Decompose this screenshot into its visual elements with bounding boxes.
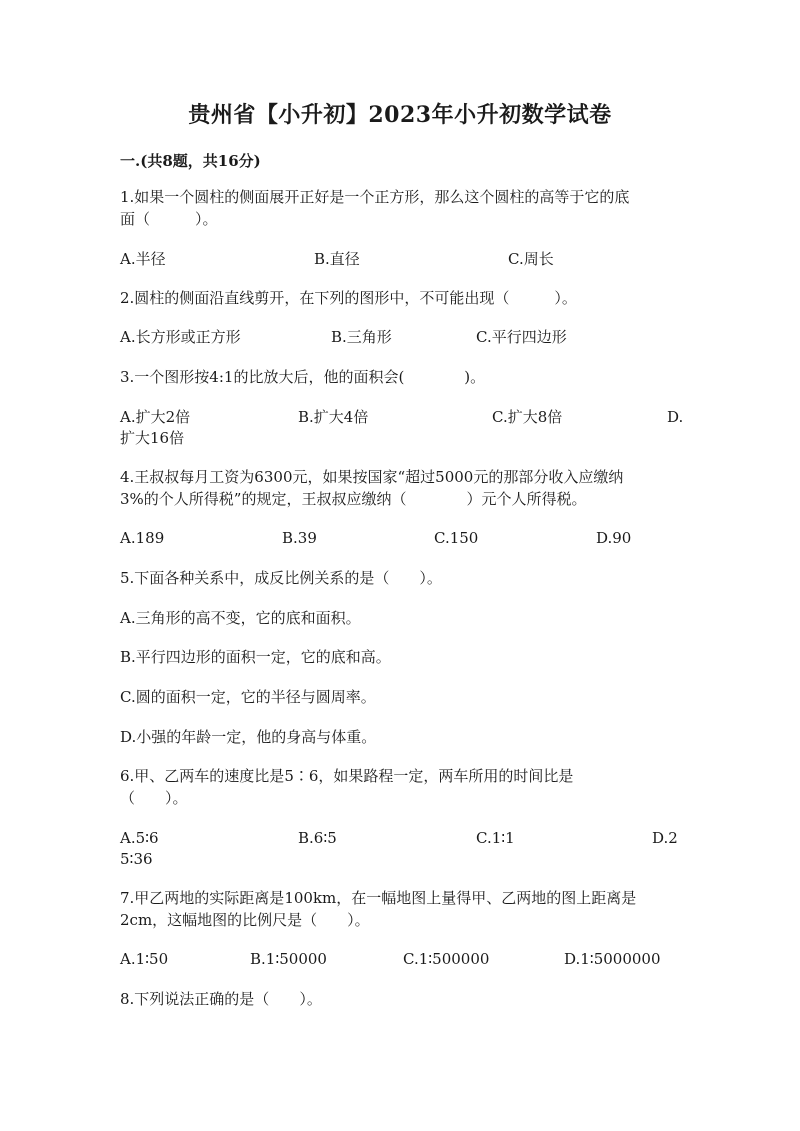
question-3-text: 3.一个图形按4:1的比放大后，他的面积会( )。 <box>120 368 486 386</box>
question-1-option-a: A.半径 <box>120 250 166 268</box>
question-2-option-a: A.长方形或正方形 <box>120 328 241 346</box>
question-6-option-d-cont: 5∶36 <box>120 850 153 868</box>
question-6-option-a: A.5∶6 <box>120 829 159 847</box>
question-4-option-d: D.90 <box>596 529 632 547</box>
section-heading: 一.(共8题，共16分) <box>120 152 261 170</box>
question-4-text: 4.王叔叔每月工资为6300元，如果按国家“超过5000元的那部分收入应缴纳 <box>120 468 624 486</box>
question-4-text-cont: 3%的个人所得税”的规定，王叔叔应缴纳（ ）元个人所得税。 <box>120 490 587 508</box>
question-4-option-c: C.150 <box>434 529 479 547</box>
exam-title: 贵州省【小升初】2023年小升初数学试卷 <box>188 102 612 128</box>
question-6-option-d: D.2 <box>652 829 678 847</box>
question-7-option-d: D.1∶5000000 <box>564 950 661 968</box>
question-1-option-b: B.直径 <box>314 250 360 268</box>
question-3-option-d: D. <box>667 408 684 426</box>
question-8-text: 8.下列说法正确的是（ ）。 <box>120 990 322 1008</box>
question-5-option-b: B.平行四边形的面积一定，它的底和高。 <box>120 648 391 666</box>
question-6-option-c: C.1∶1 <box>476 829 515 847</box>
question-7-text: 7.甲乙两地的实际距离是100km，在一幅地图上量得甲、乙两地的图上距离是 <box>120 889 637 907</box>
question-1-text-cont: 面（ ）。 <box>120 210 218 228</box>
question-7-option-a: A.1∶50 <box>120 950 169 968</box>
question-1-option-c: C.周长 <box>508 250 554 268</box>
question-2-text: 2.圆柱的侧面沿直线剪开，在下列的图形中，不可能出现（ ）。 <box>120 289 577 307</box>
question-3-option-c: C.扩大8倍 <box>492 408 563 426</box>
question-1-text: 1.如果一个圆柱的侧面展开正好是一个正方形，那么这个圆柱的高等于它的底 <box>120 188 630 206</box>
question-7-option-b: B.1∶50000 <box>250 950 327 968</box>
question-3-option-b: B.扩大4倍 <box>298 408 369 426</box>
question-6-option-b: B.6∶5 <box>298 829 337 847</box>
question-4-option-b: B.39 <box>282 529 317 547</box>
question-4-option-a: A.189 <box>120 529 165 547</box>
question-5-option-c: C.圆的面积一定，它的半径与圆周率。 <box>120 688 376 706</box>
question-3-option-a: A.扩大2倍 <box>120 408 191 426</box>
question-7-option-c: C.1∶500000 <box>403 950 490 968</box>
question-2-option-c: C.平行四边形 <box>476 328 567 346</box>
question-5-text: 5.下面各种关系中，成反比例关系的是（ ）。 <box>120 569 442 587</box>
question-6-text: 6.甲、乙两车的速度比是5∶6，如果路程一定，两车所用的时间比是 <box>120 767 574 785</box>
question-3-option-d-cont: 扩大16倍 <box>120 429 185 447</box>
question-5-option-a: A.三角形的高不变，它的底和面积。 <box>120 609 361 627</box>
question-6-text-cont: （ ）。 <box>120 789 188 807</box>
question-7-text-cont: 2cm，这幅地图的比例尺是（ ）。 <box>120 911 370 929</box>
question-2-option-b: B.三角形 <box>331 328 392 346</box>
question-5-option-d: D.小强的年龄一定，他的身高与体重。 <box>120 728 377 746</box>
